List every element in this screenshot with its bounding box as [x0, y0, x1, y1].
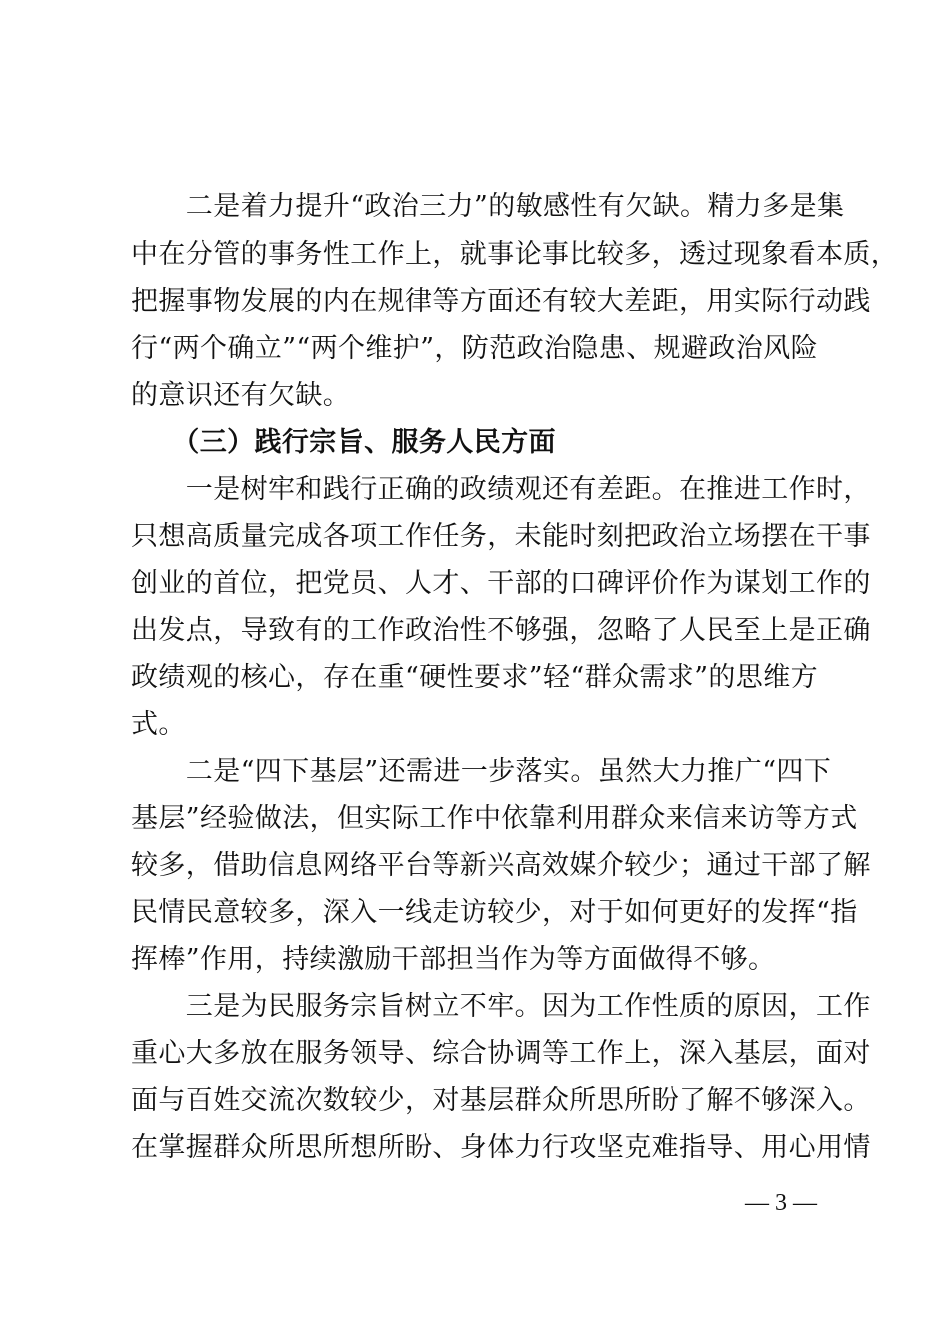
- text-line: 式。: [131, 709, 186, 740]
- text-line: 中在分管的事务性工作上，就事论事比较多，透过现象看本质，: [131, 239, 899, 270]
- text-line: 民情民意较多，深入一线走访较少，对于如何更好的发挥“指: [131, 897, 858, 928]
- page-number: — 3 —: [745, 1190, 817, 1216]
- text-line: 政绩观的核心，存在重“硬性要求”轻“群众需求”的思维方: [131, 662, 819, 693]
- text-line: 创业的首位，把党员、人才、干部的口碑评价作为谋划工作的: [131, 568, 871, 599]
- text-line: 的意识还有欠缺。: [131, 380, 351, 411]
- text-line: 三是为民服务宗旨树立不牢。因为工作性质的原因，工作: [131, 991, 871, 1022]
- text-line: 二是着力提升“政治三力”的敏感性有欠缺。精力多是集: [131, 191, 845, 222]
- text-line: 行“两个确立”“两个维护”，防范政治隐患、规避政治风险: [131, 333, 819, 364]
- text-line: 只想高质量完成各项工作任务，未能时刻把政治立场摆在干事: [131, 521, 871, 552]
- text-line: 较多，借助信息网络平台等新兴高效媒介较少；通过干部了解: [131, 850, 871, 881]
- text-line: 把握事物发展的内在规律等方面还有较大差距，用实际行动践: [131, 286, 871, 317]
- text-line: 面与百姓交流次数较少，对基层群众所思所盼了解不够深入。: [131, 1085, 871, 1116]
- text-line: 出发点，导致有的工作政治性不够强，忽略了人民至上是正确: [131, 615, 871, 646]
- text-line: 在掌握群众所思所想所盼、身体力行攻坚克难指导、用心用情: [131, 1132, 871, 1163]
- section-heading: （三）践行宗旨、服务人民方面: [131, 427, 556, 458]
- text-line: 挥棒”作用，持续激励干部担当作为等方面做得不够。: [131, 944, 776, 975]
- text-line: 二是“四下基层”还需进一步落实。虽然大力推广“四下: [131, 756, 832, 787]
- text-line: 一是树牢和践行正确的政绩观还有差距。在推进工作时，: [131, 474, 871, 505]
- text-line: 重心大多放在服务领导、综合协调等工作上，深入基层，面对: [131, 1038, 871, 1069]
- text-line: 基层”经验做法，但实际工作中依靠利用群众来信来访等方式: [131, 803, 858, 834]
